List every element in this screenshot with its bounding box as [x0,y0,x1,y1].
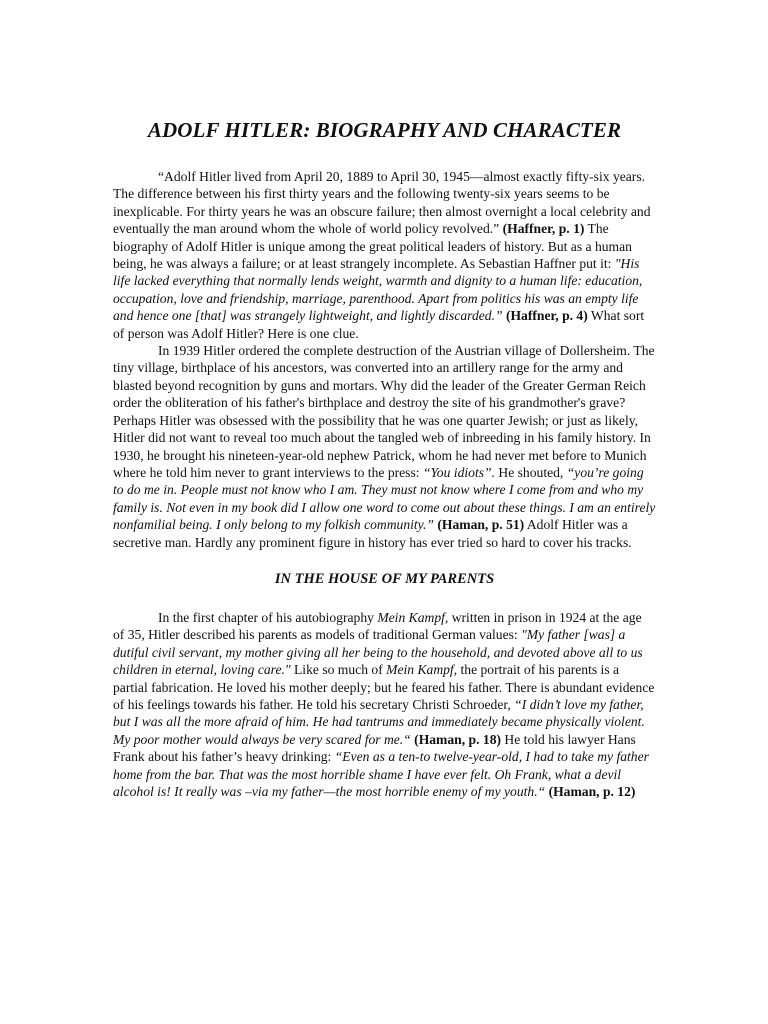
paragraph-text: In 1939 Hitler ordered the complete destruction of the Austrian village of Dollersheim. The tiny village, birthplace of his ancestors, was converted into an artillery range for the army and blasted beyond recognition by guns and mortars. Why did the leader of the Greater German Reich order the obliteration of his father's birthplace and destroy the site of his grandmother's grave? Perhaps Hitler was obsessed with the possibility that he was one quarter Jewish; or just as likely, Hitler did not want to reveal too much about the tangled web of inbreeding in his family history. In 1930, he brought his nineteen-year-old nephew Patrick, whom he had never met before to Munich where he told him never to grant interviews to the press: [113,343,655,480]
book-title: Mein Kampf, [377,609,449,625]
paragraph-text: The biography of Adolf Hitler is unique among the great political leaders of history. But as a human being, he was always a failure; or at least strangely incomplete. As Sebastian Haffner put it: [113,221,632,272]
citation-haman-51: (Haman, p. 51) [437,517,525,533]
paragraph-text: written in prison in 1924 at the age of 35, Hitler described his parents as models of traditional German values: [113,609,642,643]
section-heading: IN THE HOUSE OF MY PARENTS [274,570,495,587]
paragraph-text: He shouted, [494,464,567,480]
quote-mein-kampf: "My father [was] a dutiful civil servant, my mother giving all her being to the household, and devoted above all to us children in eternal, loving care." [113,627,643,678]
quote-hitler-family: “you’re going to do me in. People must not know who I am. They must not know where I come from and who my family is. Not even in my book did I allow one word to come out about these things. I am an entirely nonfamilial being. I only belong to my folkish community.” [113,464,656,533]
paragraph-text: In the first chapter of his autobiography [158,609,378,625]
paragraph-text: Like so much of [290,662,387,678]
paragraph-text: Adolf Hitler was a secretive man. Hardly any prominent figure in history has ever tried so hard to cover his tracks. [113,517,632,550]
quote-schroeder: “I didn’t love my father, but I was all the more afraid of him. He had tantrums and immediately became physically violent. My poor mother would always be very scared for me.“ [113,696,645,747]
paragraph-text: He told his lawyer Hans Frank about his father’s heavy drinking: [113,731,636,765]
citation-haffner-1: (Haffner, p. 1) [502,221,585,237]
citation-haffner-4: (Haffner, p. 4) [502,308,588,324]
citation-haman-12: (Haman, p. 12) [548,784,636,799]
paragraph-dollersheim [113,342,656,551]
quote-haffner-2: "His life lacked everything that normally lends weight, warmth and dignity to a human life: education, occupation, love and friendship, marriage, parenthood. Apart from politics his was an empty life and hence one [that] was strangely lightweight, and lightly discarded.” [113,256,643,324]
paragraph-text: the portrait of his parents is a partial fabrication. He loved his mother deeply; but he feared his father. There is abundant evidence of his feelings towards his father. He told his secretary Christi Schroeder, [113,662,655,712]
citation-haman-18: (Haman, p. 18) [410,731,502,747]
quote-frank: “Even as a ten-to twelve-year-old, I had to take my father home from the bar. That was the most horrible shame I have ever felt. Oh Frank, what a devil alcohol is! It really was –via my father—the most horrible enemy of my youth.“ [113,749,649,799]
document-page [113,118,656,800]
paragraph-intro [113,168,656,342]
paragraph-text: What sort of person was Adolf Hitler? Here is one clue. [113,308,645,341]
paragraph-parents [113,609,656,800]
document-title: ADOLF HITLER: BIOGRAPHY AND CHARACTER [147,118,622,142]
quote-haffner-1: “Adolf Hitler lived from April 20, 1889 to April 30, 1945—almost exactly fifty-six years. The difference between his first thirty years and the following twenty-six years seems to be inexplicable. For thirty years he was an obscure failure; then almost overnight a local celebrity and eventually the man around whom the whole of world policy revolved.” [113,169,651,237]
book-title: Mein Kampf, [386,662,458,678]
quote-you-idiots: “You idiots”. [422,464,495,480]
